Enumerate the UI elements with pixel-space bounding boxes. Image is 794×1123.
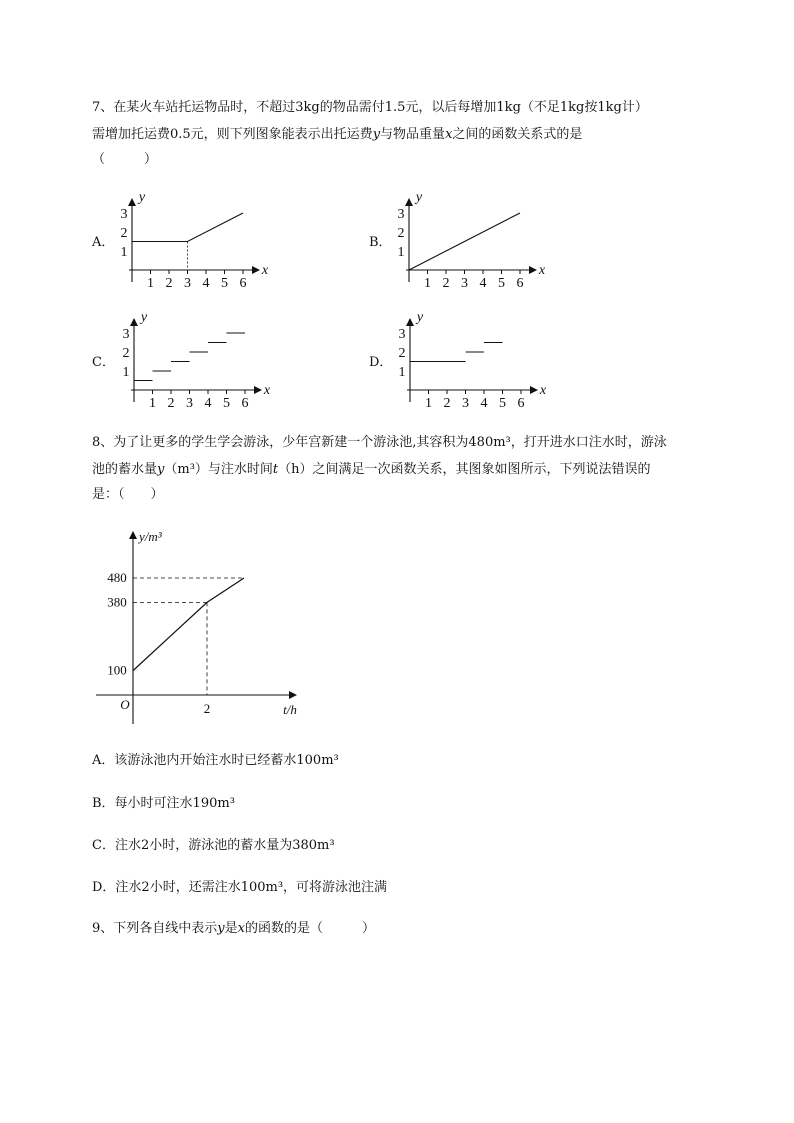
x-tick-label: 6 [516, 276, 524, 291]
q8-option-c[interactable]: C．注水2小时，游泳池的蓄水量为380m³ [92, 838, 335, 853]
x-tick-label: 1 [149, 396, 156, 411]
q7-var-x: x [445, 127, 453, 142]
q7-var-y: y [372, 127, 381, 142]
y-tick-label: 100 [107, 662, 127, 678]
q7-graphs [121, 190, 547, 411]
q7-option-a-label[interactable]: A． [92, 235, 115, 250]
q7-option-b-label[interactable]: B． [369, 235, 392, 250]
y-tick-label: 2 [398, 346, 406, 361]
y-tick-label: 3 [398, 327, 406, 342]
q7-line2-a: 需增加托运费0.5元，则下列图象能表示出托运费 [92, 127, 373, 142]
t-tick-label: 2 [203, 701, 211, 716]
x-tick-label: 4 [479, 276, 487, 291]
x-tick-label: 2 [167, 396, 175, 411]
x-tick-label: 3 [461, 276, 468, 291]
x-tick-label: 3 [184, 276, 191, 291]
x-tick-label: 4 [202, 276, 210, 291]
series-line [132, 213, 243, 242]
x-tick-label: 6 [241, 396, 249, 411]
x-tick-label: 1 [424, 276, 431, 291]
graph-d [399, 310, 547, 411]
x-tick-label: 6 [239, 276, 247, 291]
q7-line2-c: 之间的函数关系式的是 [452, 127, 583, 142]
x-axis-label: t/h [283, 702, 297, 717]
q8-line2 [92, 461, 651, 479]
x-tick-label: 2 [165, 276, 173, 291]
q8-option-a[interactable]: A．该游泳池内开始注水时已经蓄水100m³ [92, 753, 339, 768]
x-tick-label: 3 [186, 396, 193, 411]
y-tick-label: 3 [397, 207, 405, 222]
y-tick-label: 480 [107, 570, 127, 585]
q7-answer-blank: （ ） [92, 152, 158, 167]
q8-var-t: t [272, 462, 279, 477]
x-tick-label: 5 [498, 276, 505, 291]
x-tick-label: 2 [443, 396, 451, 411]
y-tick-label: 1 [120, 245, 128, 260]
q8-line2-a: 池的蓄水量 [92, 462, 158, 477]
x-tick-label: 6 [517, 396, 525, 411]
y-tick-label: 2 [397, 226, 405, 241]
q8-var-y: y [157, 462, 165, 477]
q9-line [92, 920, 375, 938]
y-axis-label: y/m³ [139, 529, 162, 544]
q9-var-y: y [217, 921, 225, 936]
q8-line2-b: （m³）与注水时间 [164, 462, 273, 477]
q8-graph [96, 529, 297, 724]
q9-text-a: 9、下列各自线中表示 [92, 921, 218, 936]
y-tick-label: 1 [398, 365, 406, 380]
y-tick-label: 2 [122, 346, 130, 361]
q7-option-d-label[interactable]: D． [369, 355, 393, 370]
q7-line1: 7、在某火车站托运物品时，不超过3kg的物品需付1.5元，以后每增加1kg（不足1kg按1kg计） [92, 100, 648, 115]
x-axis-label: x [261, 263, 269, 278]
x-tick-label: 1 [147, 276, 154, 291]
q9-text-c: 的函数的是（ ） [245, 921, 376, 936]
series-line [409, 213, 520, 270]
x-tick-label: 1 [425, 396, 432, 411]
graph-b [398, 190, 546, 291]
x-axis-label: x [263, 383, 271, 398]
y-tick-label: 1 [397, 245, 405, 260]
y-tick-label: 3 [120, 207, 128, 222]
q8-line3: 是：（ ） [92, 487, 164, 502]
q8-option-b[interactable]: B．每小时可注水190m³ [92, 796, 235, 811]
y-tick-label: 3 [122, 327, 130, 342]
y-tick-label: 1 [122, 365, 130, 380]
x-tick-label: 3 [462, 396, 469, 411]
x-tick-label: 2 [442, 276, 450, 291]
x-tick-label: 5 [221, 276, 228, 291]
q7-line2-b: 与物品重量 [380, 127, 446, 142]
x-axis-label: x [539, 383, 547, 398]
x-tick-label: 5 [223, 396, 230, 411]
origin-label: O [120, 697, 130, 712]
q9-text-b: 是 [224, 921, 238, 936]
x-axis-label: x [538, 263, 546, 278]
y-axis-label: y [138, 190, 146, 205]
y-axis-label: y [416, 310, 424, 325]
x-tick-label: 4 [480, 396, 488, 411]
q7-option-c-label[interactable]: C． [92, 355, 115, 370]
x-tick-label: 4 [204, 396, 212, 411]
q8-line2-c: （h）之间满足一次函数关系，其图象如图所示，下列说法错误的 [278, 462, 651, 477]
q8-line1: 8、为了让更多的学生学会游泳，少年宫新建一个游泳池,其容积为480m³，打开进水口注水时，游泳 [92, 435, 667, 450]
x-tick-label: 5 [499, 396, 506, 411]
y-tick-label: 380 [107, 594, 127, 610]
y-tick-label: 2 [120, 226, 128, 241]
graph-c [123, 310, 271, 411]
q9-var-x: x [237, 921, 245, 936]
y-axis-label: y [140, 310, 148, 325]
water-line [133, 578, 244, 671]
q8-option-d[interactable]: D．注水2小时，还需注水100m³，可将游泳池注满 [92, 880, 388, 895]
y-axis-label: y [415, 190, 423, 205]
graph-a [121, 190, 269, 291]
